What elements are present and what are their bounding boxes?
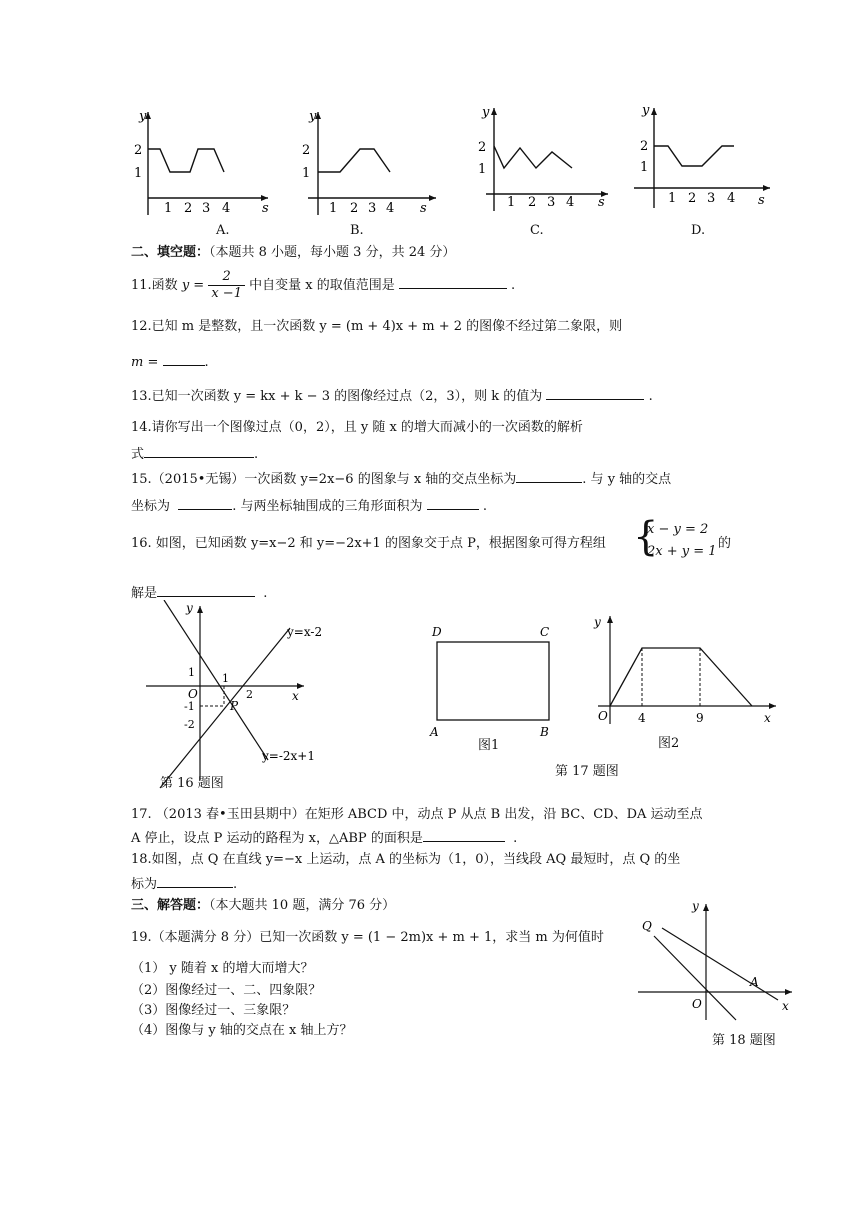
q12-answer-blank[interactable] bbox=[163, 351, 205, 366]
q19-part-1: （1） y 随着 x 的增大而增大？ bbox=[131, 961, 314, 976]
fig16-xlabel: x bbox=[292, 689, 299, 703]
q11-post: 中自变量 x 的取值范围是 bbox=[249, 278, 395, 293]
fig16-tick-x2: 2 bbox=[246, 688, 253, 701]
graph-b-xlabel: s bbox=[420, 201, 427, 216]
q15-line2b: . 与两坐标轴围成的三角形面积为 bbox=[232, 499, 423, 514]
fig17-label-b: B bbox=[540, 725, 549, 739]
graph-b-xtick-3: 3 bbox=[368, 201, 377, 216]
q17-line1: 17. （2013 春•玉田县期中）在矩形 ABCD 中，动点 P 从点 B 出发，沿 BC、CD、DA 运动至点 bbox=[131, 807, 703, 822]
option-graph-c bbox=[466, 96, 626, 240]
q11-denominator: x −1 bbox=[211, 286, 242, 301]
fig17-label-c: C bbox=[540, 625, 550, 639]
option-b-label: B. bbox=[350, 223, 364, 238]
q11-y-eq: y = bbox=[181, 278, 205, 293]
question-14 bbox=[131, 419, 583, 464]
figure-17-rect bbox=[428, 622, 568, 756]
graph-d-xtick-3: 3 bbox=[707, 191, 716, 206]
graph-d-xlabel: s bbox=[758, 193, 765, 208]
fig18-xlabel: x bbox=[782, 999, 789, 1013]
graph-b-ytick-2: 2 bbox=[302, 143, 311, 158]
q19-parts bbox=[131, 960, 352, 1040]
fig16-tick-ym2: -2 bbox=[184, 718, 195, 731]
fig16-caption: 第 16 题图 bbox=[160, 776, 224, 791]
graph-c-xtick-4: 4 bbox=[566, 195, 575, 210]
fig18-ylabel: y bbox=[692, 899, 699, 913]
q11-numerator: 2 bbox=[208, 269, 245, 286]
q15-blank-x-intercept[interactable] bbox=[516, 468, 582, 483]
fig17-ylabel: y bbox=[594, 615, 601, 629]
graph-d-xtick-1: 1 bbox=[668, 191, 677, 206]
fig17-graph-svg bbox=[588, 612, 788, 732]
graph-c-xtick-3: 3 bbox=[547, 195, 556, 210]
graph-d-ylabel: y bbox=[642, 103, 650, 118]
graph-d-xtick-4: 4 bbox=[727, 191, 736, 206]
q15-line1b: . 与 y 轴的交点 bbox=[582, 472, 672, 487]
q18-end: . bbox=[233, 877, 238, 892]
option-c-label: C. bbox=[530, 223, 544, 238]
question-12-line2 bbox=[131, 351, 209, 372]
option-a-label: A. bbox=[216, 223, 230, 238]
option-d-label: D. bbox=[691, 223, 706, 238]
q11-answer-blank[interactable] bbox=[399, 274, 507, 289]
q17-line2 bbox=[131, 827, 703, 848]
graph-a-ytick-1: 1 bbox=[134, 166, 143, 181]
fig17-caption: 第 17 题图 bbox=[555, 764, 619, 779]
q17-line2a: A 停止，设点 P 运动的路程为 x，△ABP 的面积是 bbox=[131, 831, 423, 846]
q16-line2a: 解是 bbox=[131, 586, 158, 601]
graph-b-xtick-1: 1 bbox=[329, 201, 338, 216]
q14-line1: 14.请你写出一个图像过点（0，2），且 y 随 x 的增大而减小的一次函数的解析 bbox=[131, 420, 583, 435]
graph-d-xtick-2: 2 bbox=[688, 191, 697, 206]
q16-answer-blank[interactable] bbox=[157, 582, 255, 597]
q15-line1 bbox=[131, 468, 671, 489]
fig16-tick-x1: 1 bbox=[222, 672, 229, 685]
fig18-a-label: A bbox=[750, 975, 759, 989]
q17-answer-blank[interactable] bbox=[423, 827, 505, 842]
question-18 bbox=[131, 851, 680, 894]
fig16-origin: O bbox=[188, 687, 198, 701]
q19-stem: 19.（本题满分 8 分）已知一次函数 y = (1 − 2m)x + m + 1，求当 m 为何值时 bbox=[131, 930, 604, 945]
graph-a-ylabel: y bbox=[139, 109, 147, 124]
fig17-fig2-label: 图2 bbox=[658, 736, 680, 751]
graph-d-svg bbox=[628, 96, 788, 236]
fig16-line2-label: y=-2x+1 bbox=[262, 749, 315, 763]
q12-line1: 12.已知 m 是整数，且一次函数 y = (m + 4)x + m + 2 的图像不经过第二象限，则 bbox=[131, 319, 623, 334]
figure-17-graph bbox=[588, 612, 788, 736]
option-graph-b bbox=[288, 100, 448, 244]
question-15 bbox=[131, 468, 671, 516]
question-13 bbox=[131, 385, 653, 406]
graph-a-xtick-1: 1 bbox=[164, 201, 173, 216]
q14-answer-blank[interactable] bbox=[144, 443, 254, 458]
q15-line2c: . bbox=[482, 499, 487, 514]
question-16 bbox=[131, 535, 606, 553]
graph-a-xtick-3: 3 bbox=[202, 201, 211, 216]
q13-end: . bbox=[648, 389, 653, 404]
graph-b-ylabel: y bbox=[309, 109, 317, 124]
fig16-tick-ym1: -1 bbox=[184, 700, 195, 713]
fig16-point-p: P bbox=[230, 699, 239, 713]
fig16-tick-y1: 1 bbox=[188, 666, 195, 679]
section3-title: 三、解答题： bbox=[131, 898, 210, 913]
q18-line2 bbox=[131, 873, 680, 894]
q14-end: . bbox=[254, 447, 259, 462]
q16-after: 的 bbox=[718, 536, 732, 551]
section2-heading bbox=[131, 244, 455, 262]
option-graph-a bbox=[118, 100, 278, 244]
section3-note: （本大题共 10 题，满分 76 分） bbox=[209, 898, 396, 913]
graph-c-xlabel: s bbox=[598, 195, 605, 210]
graph-c-ytick-2: 2 bbox=[478, 140, 487, 155]
fig18-svg bbox=[636, 896, 796, 1026]
q17-end: . bbox=[513, 831, 518, 846]
fig17-fig1-label: 图1 bbox=[478, 738, 500, 753]
figure-16 bbox=[140, 600, 340, 804]
q11-pre: 11.函数 bbox=[131, 278, 178, 293]
q16-end: . bbox=[263, 586, 268, 601]
graph-c-ytick-1: 1 bbox=[478, 162, 487, 177]
fig16-svg bbox=[140, 600, 340, 800]
q15-blank-y-intercept[interactable] bbox=[178, 495, 232, 510]
graph-a-svg bbox=[118, 100, 278, 240]
q19-part-2: （2）图像经过一、二、四象限？ bbox=[131, 983, 322, 998]
q12-end: . bbox=[204, 355, 209, 370]
graph-b-xtick-4: 4 bbox=[386, 201, 395, 216]
question-19 bbox=[131, 929, 604, 947]
q18-line1: 18.如图，点 Q 在直线 y=−x 上运动，点 A 的坐标为（1，0），当线段 AQ 最短时，点 Q 的坐 bbox=[131, 852, 681, 867]
graph-c-ylabel: y bbox=[482, 105, 490, 120]
fig16-ylabel: y bbox=[186, 601, 193, 615]
question-17 bbox=[131, 806, 703, 848]
fig16-line1-label: y=x-2 bbox=[287, 625, 323, 639]
question-12 bbox=[131, 318, 622, 336]
q18-line2a: 标为 bbox=[131, 877, 158, 892]
graph-c-svg bbox=[466, 96, 626, 236]
option-graph-d bbox=[628, 96, 788, 240]
fig18-origin: O bbox=[692, 997, 702, 1011]
q13-text: 13.已知一次函数 y = kx + k − 3 的图像经过点（2，3），则 k 的值为 bbox=[131, 389, 543, 404]
q15-line1a: 15.（2015•无锡）一次函数 y=2x−6 的图象与 x 轴的交点坐标为 bbox=[131, 472, 517, 487]
q14-line2 bbox=[131, 443, 583, 464]
q16-eq1: x − y = 2 bbox=[647, 522, 709, 537]
figure-18 bbox=[636, 896, 796, 1030]
q16-brace: { bbox=[633, 514, 659, 560]
fig18-caption: 第 18 题图 bbox=[712, 1033, 776, 1048]
graph-b-svg bbox=[288, 100, 448, 240]
q11-end: . bbox=[511, 278, 516, 293]
graph-d-ytick-1: 1 bbox=[640, 160, 649, 175]
fig17-label-d: D bbox=[432, 625, 442, 639]
section3-heading bbox=[131, 897, 395, 915]
graph-a-xlabel: s bbox=[262, 201, 269, 216]
fig17-rect-svg bbox=[428, 622, 568, 752]
fig17-label-a: A bbox=[430, 725, 439, 739]
graph-c-xtick-2: 2 bbox=[528, 195, 537, 210]
section2-title: 二、填空题： bbox=[131, 245, 210, 260]
fig17-xlabel: x bbox=[764, 711, 771, 725]
q15-blank-area[interactable] bbox=[427, 495, 479, 510]
q16-eq2: 2x + y = 1 bbox=[647, 544, 717, 559]
q16-text: 16. 如图，已知函数 y=x−2 和 y=−2x+1 的图象交于点 P，根据图象可得方程组 bbox=[131, 536, 606, 551]
graph-a-xtick-2: 2 bbox=[184, 201, 193, 216]
q12-m-eq: m = bbox=[131, 355, 159, 370]
graph-b-ytick-1: 1 bbox=[302, 166, 311, 181]
graph-a-ytick-2: 2 bbox=[134, 143, 143, 158]
q11-fraction bbox=[208, 269, 245, 302]
q14-line2a: 式 bbox=[131, 447, 145, 462]
q13-answer-blank[interactable] bbox=[546, 385, 644, 400]
fig17-tick-4: 4 bbox=[638, 711, 646, 725]
section2-note: （本题共 8 小题，每小题 3 分，共 24 分） bbox=[209, 245, 456, 260]
graph-c-xtick-1: 1 bbox=[507, 195, 516, 210]
q15-line2a: 坐标为 bbox=[131, 499, 171, 514]
fig17-tick-9: 9 bbox=[696, 711, 704, 725]
fig17-origin: O bbox=[598, 709, 608, 723]
fig18-q-label: Q bbox=[642, 919, 652, 933]
graph-d-ytick-2: 2 bbox=[640, 139, 649, 154]
graph-b-xtick-2: 2 bbox=[350, 201, 359, 216]
graph-a-xtick-4: 4 bbox=[222, 201, 231, 216]
q15-line2 bbox=[131, 495, 671, 516]
question-11 bbox=[131, 268, 515, 304]
q19-part-3: （3）图像经过一、三象限？ bbox=[131, 1003, 296, 1018]
q18-answer-blank[interactable] bbox=[157, 873, 233, 888]
q19-part-4: （4）图像与 y 轴的交点在 x 轴上方？ bbox=[131, 1023, 353, 1038]
